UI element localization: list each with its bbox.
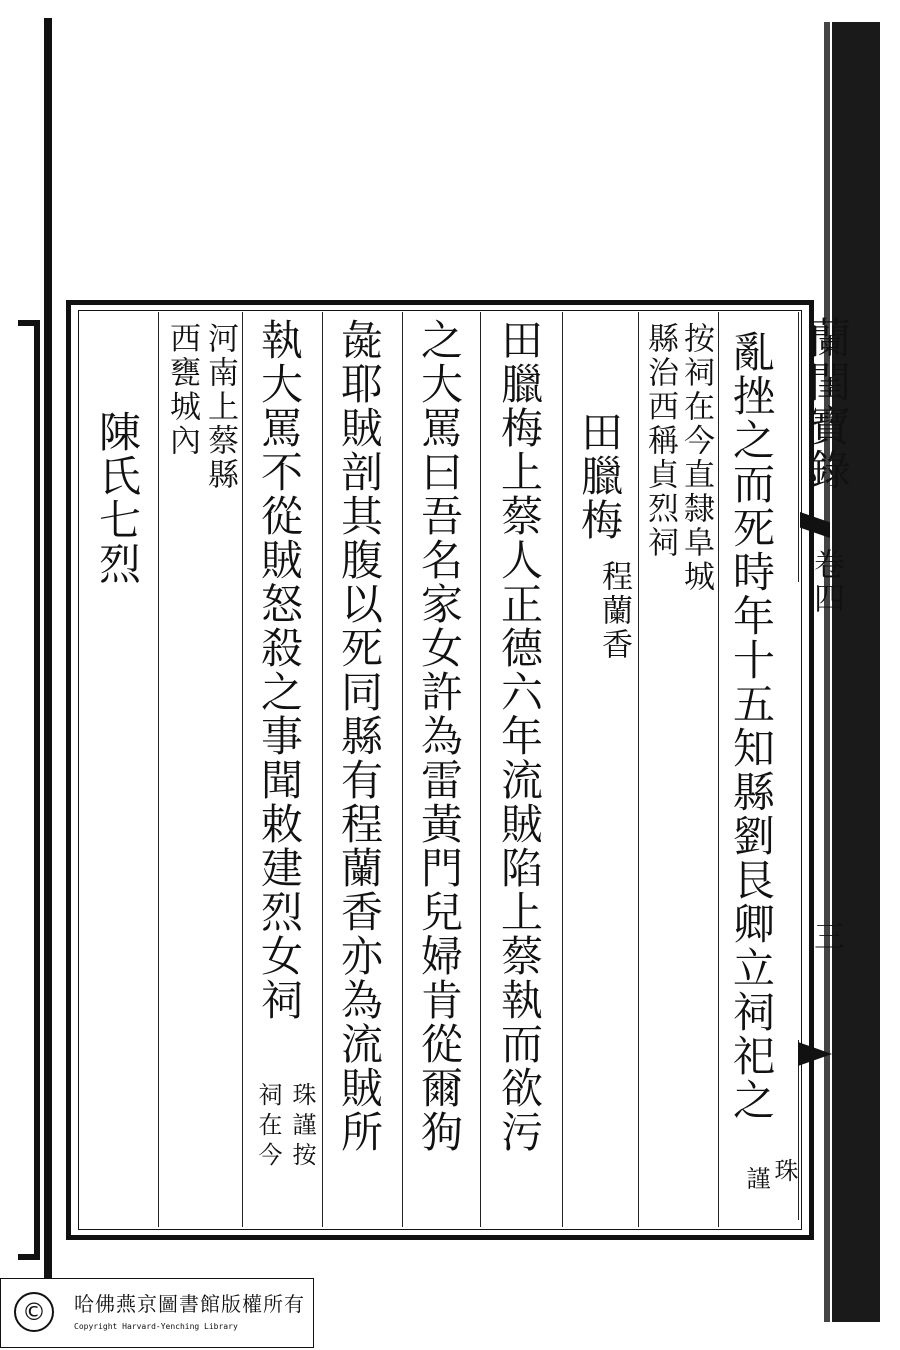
column-rule xyxy=(402,312,403,1227)
folio-number: 三 xyxy=(808,920,844,954)
text-column-6: 彘耶賊剖其腹以死同縣有程蘭香亦為流賊所 xyxy=(335,318,384,1154)
annotation-7b: 祠在今 xyxy=(254,1082,282,1172)
entry-heading-tian-lamei: 田臘梅 xyxy=(575,410,624,542)
juan-number: 卷四 xyxy=(808,548,844,616)
note-column-8b: 西甕城內 xyxy=(164,322,200,458)
copyright-text-chinese: 哈佛燕京圖書館版權所有 xyxy=(74,1292,305,1316)
copyright-text-english: Copyright Harvard-Yenching Library xyxy=(74,1322,238,1331)
column-rule xyxy=(798,1040,799,1220)
text-column-5: 之大罵曰吾名家女許為雷黃門兒婦肯從爾狗 xyxy=(415,318,464,1154)
book-title: 蘭閨寶錄 xyxy=(803,316,852,492)
text-column-7: 執大罵不從賊怒殺之事聞敕建烈女祠 xyxy=(255,318,304,1022)
page-edge-right xyxy=(832,22,880,1322)
column-rule xyxy=(798,312,799,582)
spine-shadow xyxy=(824,22,830,1322)
column-rule xyxy=(638,312,639,1227)
column-rule xyxy=(718,312,719,1227)
column-rule xyxy=(480,312,481,1227)
annotation-1b: 謹 xyxy=(742,1166,770,1196)
text-column-1: 亂挫之而死時年十五知縣劉艮卿立祠祀之 xyxy=(727,330,776,1122)
column-rule xyxy=(242,312,243,1227)
binding-bracket xyxy=(18,320,40,1260)
column-rule xyxy=(562,312,563,1227)
annotation-1a: 珠 xyxy=(770,1158,798,1188)
annotation-7a: 珠謹按 xyxy=(288,1082,316,1172)
note-column-2a: 按祠在今直隸阜城 xyxy=(678,322,714,594)
copyright-icon: © xyxy=(14,1292,54,1332)
text-column-4: 田臘梅上蔡人正德六年流賊陷上蔡執而欲污 xyxy=(495,318,544,1154)
entry-heading-chen-shi-qi-lie: 陳氏七烈 xyxy=(93,410,142,586)
note-column-2b: 縣治西稱貞烈祠 xyxy=(642,322,678,560)
entry-subheading-cheng-lanxiang: 程蘭香 xyxy=(596,560,632,662)
page-edge-left xyxy=(44,18,52,1278)
column-rule xyxy=(158,312,159,1227)
note-column-8a: 河南上蔡縣 xyxy=(202,322,238,492)
column-rule xyxy=(322,312,323,1227)
